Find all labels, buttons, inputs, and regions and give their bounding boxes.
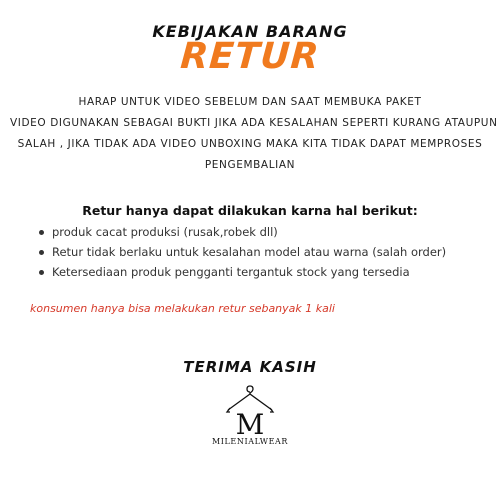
rules-list	[38, 222, 488, 282]
brand-logo	[210, 382, 290, 462]
notice-line: PENGEMBALIAN	[204, 159, 296, 171]
notice-line: HARAP UNTUK VIDEO SEBELUM DAN SAAT MEMBUKA PAKET	[78, 96, 422, 108]
notice-line: VIDEO DIGUNAKAN SEBAGAI BUKTI JIKA ADA KESALAHAN SEPERTI KURANG ATAUPUN	[10, 117, 498, 129]
thank-you-heading: TERIMA KASIH	[183, 358, 317, 376]
logo-letter: M	[235, 408, 265, 441]
rules-list-item: Ketersediaan produk pengganti tergantuk stock yang tersedia	[38, 262, 488, 282]
unboxing-notice	[10, 92, 498, 176]
rules-list-item: produk cacat produksi (rusak,robek dll)	[38, 222, 488, 242]
rules-heading: Retur hanya dapat dilakukan karna hal berikut:	[82, 203, 418, 218]
return-limit-warning: konsumen hanya bisa melakukan retur sebanyak 1 kali	[30, 302, 335, 315]
rules-list-item: Retur tidak berlaku untuk kesalahan model atau warna (salah order)	[38, 242, 488, 262]
policy-kicker: KEBIJAKAN BARANG	[152, 22, 348, 41]
policy-title: RETUR	[179, 36, 321, 77]
brand-name: MILENIALWEAR	[211, 437, 289, 446]
notice-line: SALAH , JIKA TIDAK ADA VIDEO UNBOXING MAKA KITA TIDAK DAPAT MEMPROSES	[17, 138, 483, 150]
